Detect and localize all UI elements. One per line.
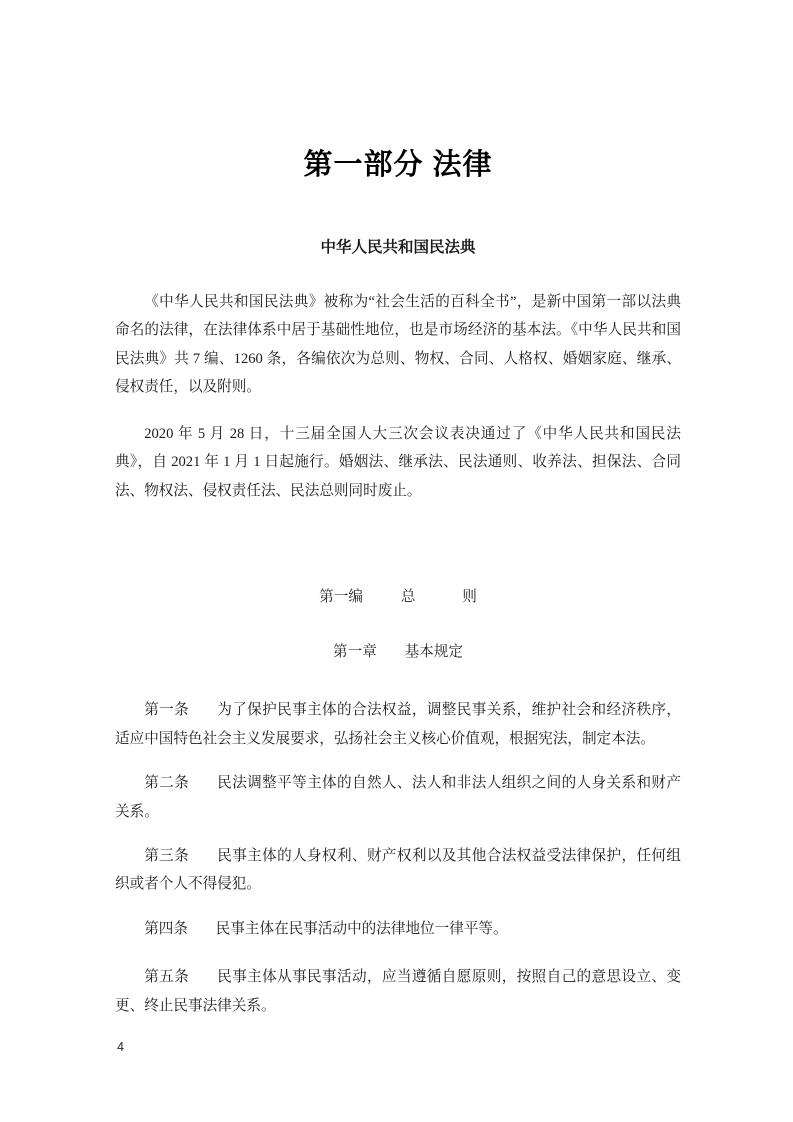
part-title: 第一部分 法律 — [303, 149, 493, 181]
book-heading-name-part2: 则 — [462, 589, 477, 606]
article-1-number: 第一条 — [144, 702, 190, 719]
article-5-number: 第五条 — [144, 969, 190, 986]
book-heading-name-part1: 总 — [400, 589, 416, 606]
article-2 — [115, 769, 681, 826]
article-4-number: 第四条 — [144, 920, 188, 937]
article-1 — [115, 696, 681, 753]
chapter-heading — [115, 611, 681, 666]
book-heading-label: 第一编 — [319, 589, 363, 606]
chapter-heading-name: 基本规定 — [404, 644, 463, 661]
article-3 — [115, 842, 681, 899]
article-1-text: 为了保护民事主体的合法权益，调整民事关系，维护社会和经济秩序，适应中国特色社会主义发展要求，弘扬社会主义核心价值观，根据宪法，制定本法。 — [115, 702, 681, 747]
article-4-text: 民事主体在民事活动中的法律地位一律平等。 — [215, 920, 508, 937]
article-3-number: 第三条 — [144, 847, 190, 864]
article-3-text: 民事主体的人身权利、财产权利以及其他合法权益受法律保护，任何组织或者个人不得侵犯。 — [115, 847, 681, 893]
article-4 — [115, 915, 681, 943]
page-content — [115, 0, 681, 1020]
intro-paragraph-2: 2020 年 5 月 28 日，十三届全国人大三次会议表决通过了《中华人民共和国民法典》，自 2021 年 1 月 1 日起施行。婚姻法、继承法、民法通则、收养法、担保法、合同法、物权法、侵权责任法、民法总则同时废止。 — [115, 426, 681, 499]
intro-paragraph-1: 《中华人民共和国民法典》被称为“社会生活的百科全书”，是新中国第一部以法典命名的法律，在法律体系中居于基础性地位，也是市场经济的基本法。《中华人民共和国民法典》共 7 编、1260 条，各编依次为总则、物权、合同、人格权、婚姻家庭、继承、侵权责任，以及附则。 — [115, 293, 681, 396]
article-5 — [115, 963, 681, 1020]
article-2-text: 民法调整平等主体的自然人、法人和非法人组织之间的人身关系和财产关系。 — [115, 775, 681, 820]
page-number: 4 — [117, 1040, 124, 1054]
chapter-heading-label: 第一章 — [333, 644, 377, 661]
article-2-number: 第二条 — [144, 775, 190, 792]
article-5-text: 民事主体从事民事活动，应当遵循自愿原则，按照自己的意思设立、变更、终止民事法律关系。 — [115, 969, 681, 1014]
book-heading — [115, 505, 681, 611]
law-title: 中华人民共和国民法典 — [320, 238, 476, 256]
